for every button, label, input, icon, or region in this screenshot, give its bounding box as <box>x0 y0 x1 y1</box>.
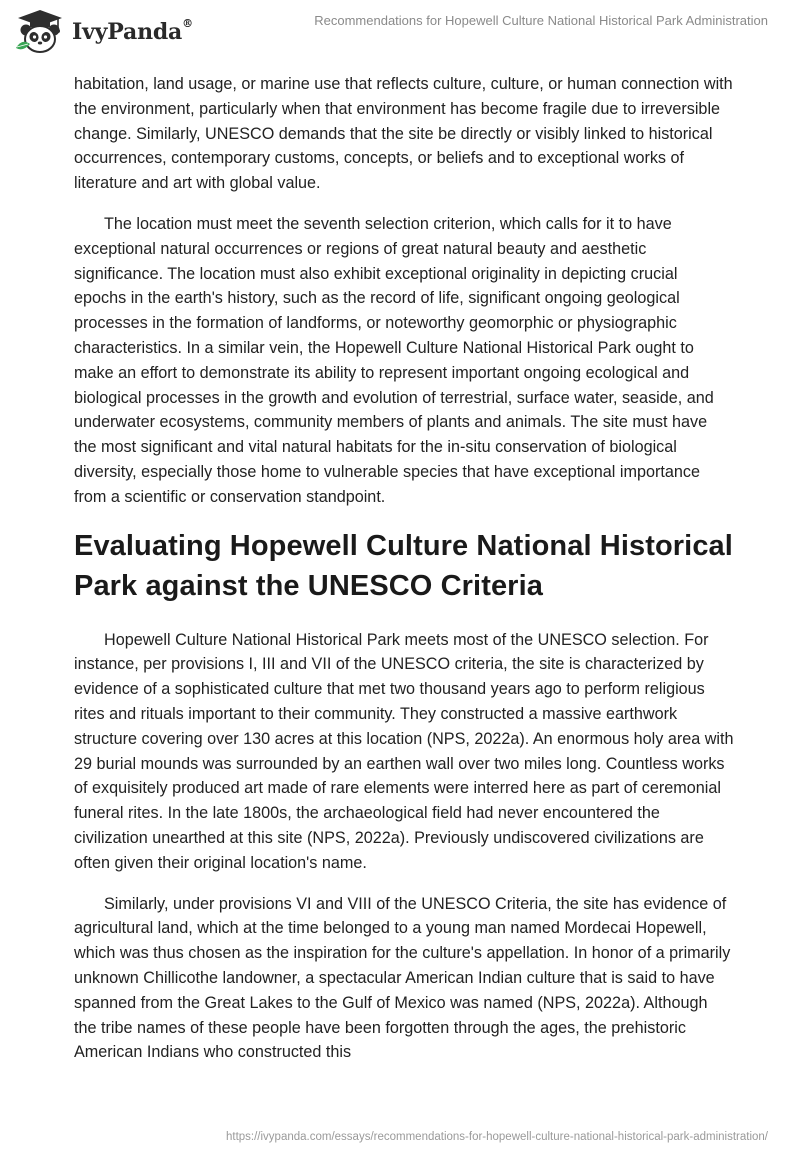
panda-graduate-icon <box>14 8 66 56</box>
paragraph-seventh-criterion: The location must meet the seventh selection criterion, which calls for it to have exceptional natural occurrences or regions of great natural beauty and aesthetic significance. The location must also exhibit exceptional originality in depicting crucial epochs in the earth's history, such as the record of life, significant ongoing geological processes in the formation of landforms, or noteworthy geomorphic or physiographic characteristics. In a similar vein, the Hopewell Culture National Historical Park ought to make an effort to demonstrate its ability to represent important ongoing ecological and biological processes in the growth and evolution of terrestrial, surface water, seaside, and underwater ecosystems, community members of plants and animals. The site must have the most significant and vital natural habitats for the in-situ conservation of biological diversity, especially those home to vulnerable species that have exceptional importance from a scientific or conservation standpoint. <box>74 214 714 506</box>
ivypanda-logo[interactable] <box>14 8 193 56</box>
paragraph-criteria-evaluation: Hopewell Culture National Historical Park meets most of the UNESCO selection. For instance, per provisions I, III and VII of the UNESCO criteria, the site is characterized by evidence of a sophisticated culture that met two thousand years ago to perform religious rites and rituals important to their community. They constructed a massive earthwork structure covering over 130 acres at this location (NPS, 2022a). An enormous holy area with 29 burial mounds was surrounded by an earthen wall over two miles long. Countless works of exquisitely produced art made of rare elements were interred here as part of ceremonial funeral rites. In the late 1800s, the archaeological field had never encountered the civilization unearthed at this site (NPS, 2022a). Previously undiscovered civilizations are often given their original location's name. <box>74 630 734 872</box>
document-title: Recommendations for Hopewell Culture National Historical Park Administration <box>314 13 768 28</box>
essay-body <box>74 72 734 1081</box>
paragraph-continuation: habitation, land usage, or marine use that reflects culture, culture, or human connection with the environment, particularly when that environment has become fragile due to irreversible change. Similarly, UNESCO demands that the site be directly or visibly linked to historical occurrences, contemporary customs, concepts, or beliefs and to exceptional works of literature and art with global value. <box>74 75 733 193</box>
page-header <box>0 0 800 64</box>
brand-name: IvyPanda® <box>72 17 193 45</box>
paragraph-agricultural-land: Similarly, under provisions VI and VIII of the UNESCO Criteria, the site has evidence of agricultural land, which at the time belonged to a young man named Mordecai Hopewell, which was thus chosen as the inspiration for the culture's appellation. In honor of a primarily unknown Chillicothe landowner, a spectacular American Indian culture that is said to have spanned from the Great Lakes to the Gulf of Mexico was named (NPS, 2022a). Although the tribe names of these people have been forgotten through the ages, the prehistoric American Indians who constructed this <box>74 894 731 1062</box>
section-heading: Evaluating Hopewell Culture National Historical Park against the UNESCO Criteria <box>74 529 733 602</box>
source-url[interactable]: https://ivypanda.com/essays/recommendations-for-hopewell-culture-national-historical-park-administration/ <box>225 1131 768 1143</box>
registered-mark: ® <box>182 17 193 30</box>
